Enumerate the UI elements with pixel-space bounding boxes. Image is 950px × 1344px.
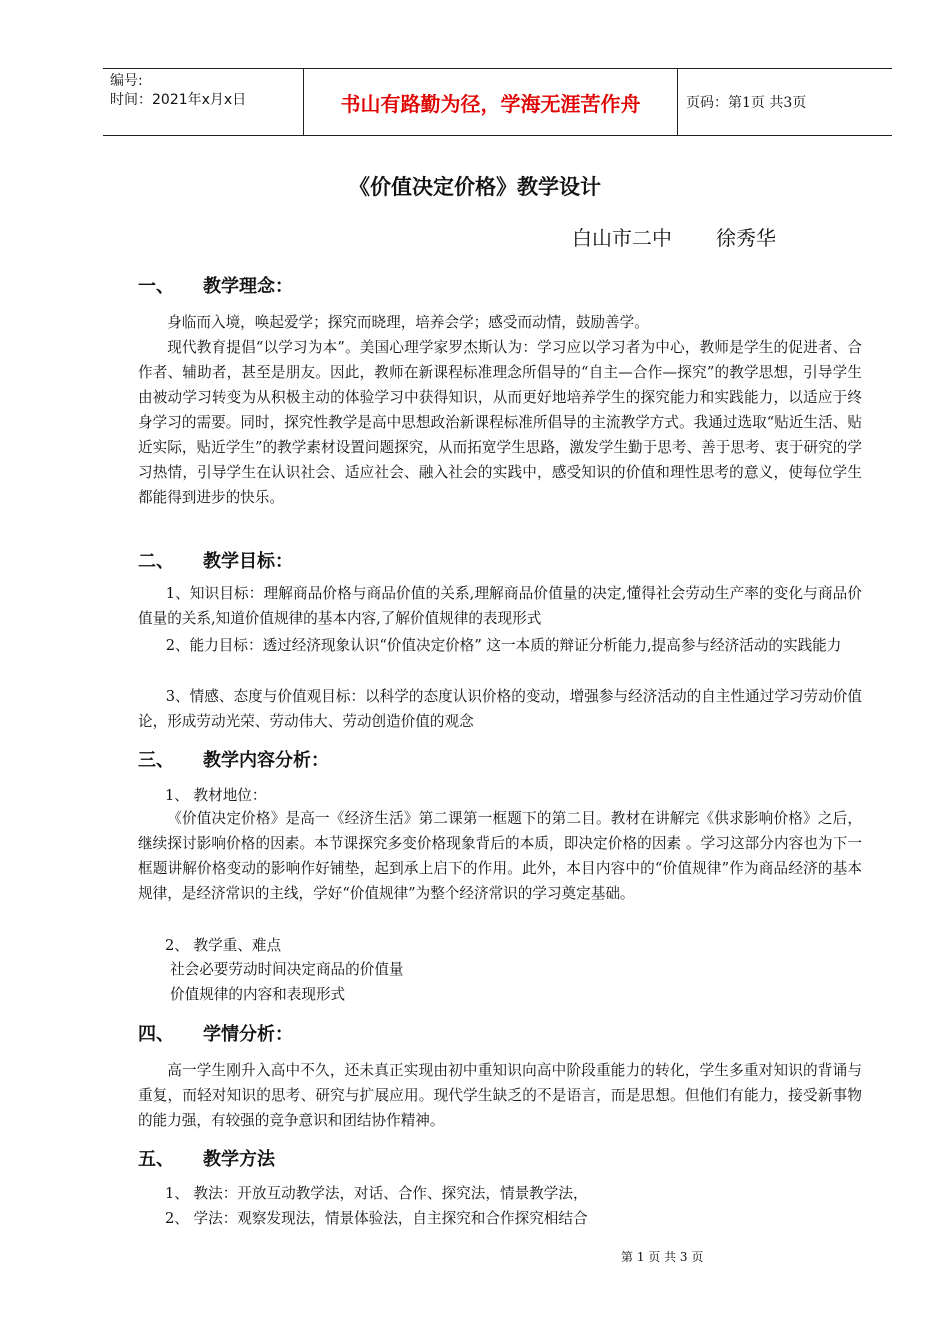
section-number: 三、 xyxy=(138,750,174,771)
page-footer: 第 1 页 共 3 页 xyxy=(621,1250,704,1264)
author-line xyxy=(572,222,776,251)
paragraph: 2、 学法：观察发现法，情景体验法，自主探究和合作探究相结合 xyxy=(165,1210,588,1227)
section-title: 学情分析： xyxy=(203,1024,293,1045)
paragraph: 现代教育提倡“以学习为本”。美国心理学家罗杰斯认为：学习应以学习者为中心，教师是学生的促进者、合作者、辅助者，甚至是朋友。因此，教师在新课程标准理念所倡导的“自主—合作—探究”的教学思想，引导学生由被动学习转变为从积极主动的体验学习中获得知识，从而更好地培养学生的探究能力和实践能力，以适应于终身学习的需要。同时，探究性教学是高中思想政治新课程标准所倡导的主流教学方式。我通过选取“贴近生活、贴近实际，贴近学生”的教学素材设置问题探究，从而拓宽学生思路，激发学生勤于思考、善于思考、衷于研究的学习热情，引导学生在认识社会、适应社会、融入社会的实践中，感受知识的价值和理性思考的意义，使每位学生都能得到进步的快乐。 xyxy=(138,339,862,506)
section-heading-3 xyxy=(138,746,329,772)
section-title: 教学方法 xyxy=(203,1149,275,1170)
paragraph: 价值规律的内容和表现形式 xyxy=(170,986,346,1003)
paragraph: 2、能力目标：透过经济现象认识“价值决定价格” 这一本质的辩证分析能力,提高参与经济活动的实践能力 xyxy=(165,637,842,654)
header-motto: 书山有路勤为径，学海无涯苦作舟 xyxy=(304,69,678,135)
section-number: 五、 xyxy=(138,1149,174,1170)
section-heading-4 xyxy=(138,1020,293,1046)
paragraph: 1、 教材地位： xyxy=(165,787,267,804)
section-heading-5 xyxy=(138,1145,275,1171)
section-number: 二、 xyxy=(138,551,174,572)
paragraph: 社会必要劳动时间决定商品的价值量 xyxy=(170,961,404,978)
section-number: 一、 xyxy=(138,276,174,297)
document-title: 《价值决定价格》教学设计 xyxy=(349,175,601,199)
author-name: 徐秀华 xyxy=(716,226,776,250)
section-number: 四、 xyxy=(138,1024,174,1045)
header-meta xyxy=(103,69,304,135)
paragraph: 1、知识目标：理解商品价格与商品价值的关系,理解商品价值量的决定,懂得社会劳动生产率的变化与商品价值量的关系,知道价值规律的基本内容,了解价值规律的表现形式 xyxy=(138,585,862,627)
time-label: 时间：2021年x月x日 xyxy=(110,92,247,108)
number-label: 编号: xyxy=(110,73,143,89)
section-title: 教学内容分析： xyxy=(203,750,329,771)
paragraph: 1、 教法：开放互动教学法，对话、合作、探究法，情景教学法， xyxy=(165,1185,588,1202)
section-heading-1 xyxy=(138,272,293,298)
paragraph: 《价值决定价格》是高一《经济生活》第二课第一框题下的第二目。教材在讲解完《供求影响价格》之后，继续探讨影响价格的因素。本节课探究多变价格现象背后的本质，即决定价格的因素 。学习这部分内容也为下一框题讲解价格变动的影响作好铺垫，起到承上启下的作用。此外，本目内容中的“价值规律”作为商品经济的基本规律，是经济常识的主线，学好“价值规律”为整个经济常识的学习奠定基础。 xyxy=(138,810,862,902)
paragraph: 2、 教学重、难点 xyxy=(165,937,282,954)
paragraph: 3、情感、态度与价值观目标：以科学的态度认识价格的变动，增强参与经济活动的自主性通过学习劳动价值论，形成劳动光荣、劳动伟大、劳动创造价值的观念 xyxy=(138,688,862,730)
paragraph: 身临而入境，唤起爱学；探究而晓理，培养会学；感受而动情，鼓励善学。 xyxy=(167,314,649,331)
author-school: 白山市二中 xyxy=(572,226,672,250)
section-title: 教学目标： xyxy=(203,551,293,572)
section-heading-2 xyxy=(138,547,293,573)
paragraph: 高一学生刚升入高中不久，还未真正实现由初中重知识向高中阶段重能力的转化，学生多重对知识的背诵与重复，而轻对知识的思考、研究与扩展应用。现代学生缺乏的不是语言，而是思想。但他们有能力，接受新事物的能力强，有较强的竞争意识和团结协作精神。 xyxy=(138,1062,862,1129)
page-header xyxy=(103,68,892,136)
header-page-label: 页码：第1页 共3页 xyxy=(686,95,807,111)
section-title: 教学理念： xyxy=(203,276,293,297)
